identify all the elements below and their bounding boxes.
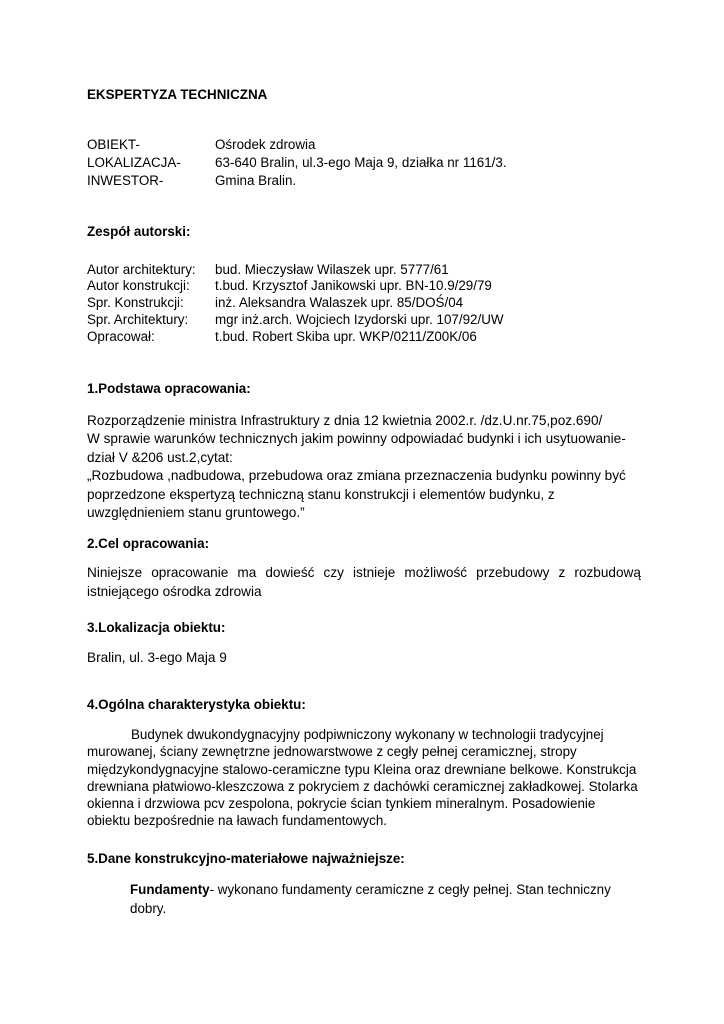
section4-line: drewniana płatwiowo-kleszczowa z pokryciem z dachówki ceramicznej zakładkowej. Stolarka xyxy=(87,778,638,794)
section2-line1 xyxy=(87,564,641,583)
info-value-location: 63-640 Bralin, ul.3-ego Maja 9, działka nr 1161/3. xyxy=(215,155,507,170)
section5-heading: 5.Dane konstrukcyjno-materiałowe najważniejsze: xyxy=(87,851,405,866)
team-person: bud. Mieczysław Wilaszek upr. 5777/61 xyxy=(215,262,449,277)
section4-line: okienna i drzwiowa pcv zespolona, pokrycie ścian tynkiem mineralnym. Posadowienie xyxy=(87,796,596,812)
section1-body xyxy=(87,412,632,522)
info-value-investor: Gmina Bralin. xyxy=(215,173,297,188)
section4-line: Budynek dwukondygnacyjny podpiwniczony wykonany w technologii tradycyjnej xyxy=(131,727,604,742)
section1-line: dział V &206 ust.2,cytat: xyxy=(87,449,233,465)
section1-heading: 1.Podstawa opracowania: xyxy=(87,381,251,396)
section1-line: W sprawie warunków technicznych jakim powinny odpowiadać budynki i ich usytuowanie- xyxy=(87,431,626,447)
section4-line: międzykondygnacyjne stalowo-ceramiczne typu Kleina oraz drewniane belkowe. Konstrukcja xyxy=(87,761,637,777)
info-label-object: OBIEKT- xyxy=(87,137,140,152)
section3-text: Bralin, ul. 3-ego Maja 9 xyxy=(87,650,227,665)
info-label-investor: INWESTOR- xyxy=(87,173,164,188)
team-person: t.bud. Krzysztof Janikowski upr. BN-10.9/29/79 xyxy=(215,278,492,293)
section1-line: uwzględnieniem stanu gruntowego.” xyxy=(87,505,305,521)
info-label-location: LOKALIZACJA- xyxy=(87,155,181,170)
team-person: t.bud. Robert Skiba upr. WKP/0211/Z00K/06 xyxy=(215,329,477,344)
section5-item-text: - wykonano fundamenty ceramiczne z cegły pełnej. Stan techniczny xyxy=(209,882,611,897)
team-role: Autor konstrukcji: xyxy=(87,278,190,293)
section5-item-text2: dobry. xyxy=(130,901,167,916)
section1-line: „Rozbudowa ,nadbudowa, przebudowa oraz zmiana przeznaczenia budynku powinny być xyxy=(87,468,626,484)
team-role: Opracował: xyxy=(87,329,155,344)
section5-item xyxy=(130,880,630,918)
section2-heading: 2.Cel opracowania: xyxy=(87,536,210,551)
section4-body xyxy=(87,726,647,830)
section5-item-line xyxy=(130,880,630,899)
section2-body xyxy=(87,564,641,601)
section4-heading: 4.Ogólna charakterystyka obiektu: xyxy=(87,697,306,712)
team-person: inż. Aleksandra Walaszek upr. 85/DOŚ/04 xyxy=(215,295,464,310)
section2-line1-text: Niniejsze opracowanie ma dowieść czy istnieje możliwość przebudowy z rozbudową xyxy=(87,565,641,580)
info-value-object: Ośrodek zdrowia xyxy=(215,137,316,152)
team-role: Autor architektury: xyxy=(87,262,196,277)
section5-item-label: Fundamenty xyxy=(130,882,210,897)
section3-heading: 3.Lokalizacja obiektu: xyxy=(87,620,226,635)
document-title: EKSPERTYZA TECHNICZNA xyxy=(87,87,268,102)
section4-line: murowanej, ściany zewnętrzne jednowarstwowe z cegły pełnej ceramicznej, stropy xyxy=(87,744,577,760)
section1-line: Rozporządzenie ministra Infrastruktury z dnia 12 kwietnia 2002.r. /dz.U.nr.75,poz.690/ xyxy=(87,413,603,428)
team-role: Spr. Architektury: xyxy=(87,312,189,327)
team-heading: Zespół autorski: xyxy=(87,224,191,239)
section1-line: poprzedzone ekspertyzą techniczną stanu konstrukcji i elementów budynku, z xyxy=(87,486,555,502)
team-person: mgr inż.arch. Wojciech Izydorski upr. 107/92/UW xyxy=(215,312,504,327)
section2-line2: istniejącego ośrodka zdrowia xyxy=(87,583,262,599)
section4-line: obiektu bezpośrednie na ławach fundamentowych. xyxy=(87,813,387,829)
team-role: Spr. Konstrukcji: xyxy=(87,295,184,310)
